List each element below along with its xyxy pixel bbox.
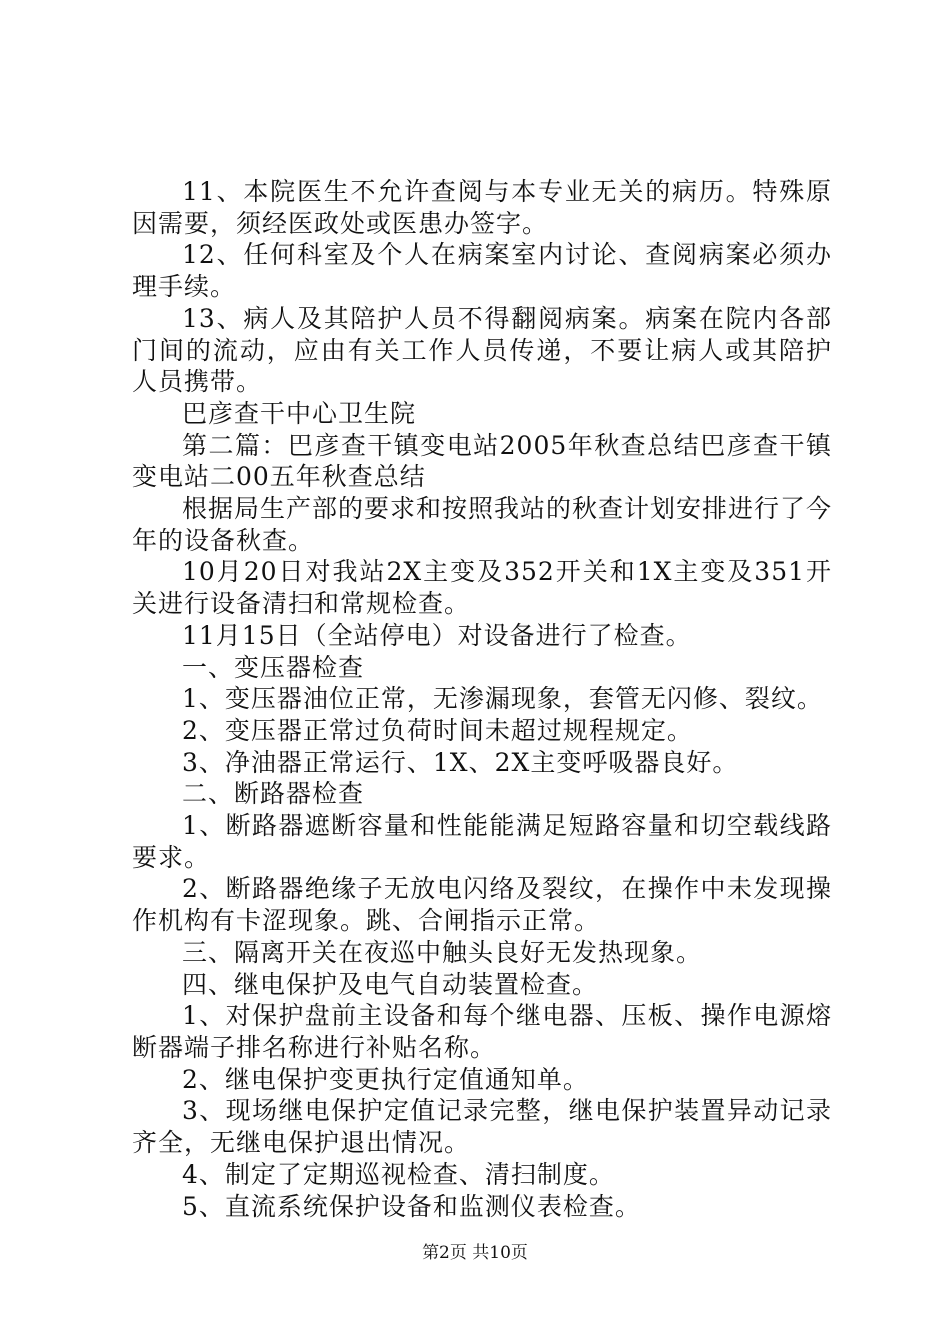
- paragraph: 根据局生产部的要求和按照我站的秋查计划安排进行了今年的设备秋查。: [132, 494, 833, 555]
- section-heading: 四、继电保护及电气自动装置检查。: [182, 969, 599, 999]
- paragraph: 13、病人及其陪护人员不得翻阅病案。病案在院内各部门间的流动，应由有关工作人员传递，不要让病人或其陪护人员携带。: [132, 303, 832, 397]
- list-item: 4、制定了定期巡视检查、清扫制度。: [182, 1159, 615, 1189]
- list-item: 2、断路器绝缘子无放电闪络及裂纹，在操作中未发现操作机构有卡涩现象。跳、合闸指示正常。: [132, 874, 832, 936]
- list-item: 1、对保护盘前主设备和每个继电器、压板、操作电源熔断器端子排名称进行补贴名称。: [132, 1001, 832, 1062]
- list-item: 1、断路器遮断容量和性能能满足短路容量和切空载线路要求。: [132, 811, 832, 872]
- list-item: 5、直流系统保护设备和监测仪表检查。: [182, 1191, 641, 1221]
- paragraph: 巴彦查干中心卫生院: [182, 398, 417, 428]
- list-item: 3、现场继电保护定值记录完整，继电保护装置异动记录齐全，无继电保护退出情况。: [132, 1096, 832, 1158]
- paragraph: 11月15日（全站停电）对设备进行了检查。: [182, 620, 692, 650]
- list-item: 3、净油器正常运行、1X、2X主变呼吸器良好。: [182, 747, 739, 777]
- page-number-footer: 第2页 共10页: [422, 1243, 528, 1263]
- section-heading: 第二篇：巴彦查干镇变电站2005年秋查总结巴彦查干镇变电站二00五年秋查总结: [132, 430, 832, 492]
- paragraph: 11、本院医生不允许查阅与本专业无关的病历。特殊原因需要，须经医政处或医患办签字。: [132, 177, 832, 238]
- section-heading: 二、断路器检查: [182, 779, 365, 809]
- section-heading: 三、隔离开关在夜巡中触头良好无发热现象。: [182, 937, 703, 967]
- paragraph: 10月20日对我站2X主变及352开关和1X主变及351开关进行设备清扫和常规检查。: [132, 557, 832, 619]
- list-item: 1、变压器油位正常，无渗漏现象，套管无闪修、裂纹。: [182, 684, 823, 714]
- paragraph: 12、任何科室及个人在病案室内讨论、查阅病案必须办理手续。: [132, 240, 832, 302]
- section-heading: 一、变压器检查: [182, 652, 365, 682]
- document-body: [132, 176, 832, 1222]
- list-item: 2、继电保护变更执行定值通知单。: [182, 1064, 589, 1094]
- list-item: 2、变压器正常过负荷时间未超过规程规定。: [182, 715, 693, 745]
